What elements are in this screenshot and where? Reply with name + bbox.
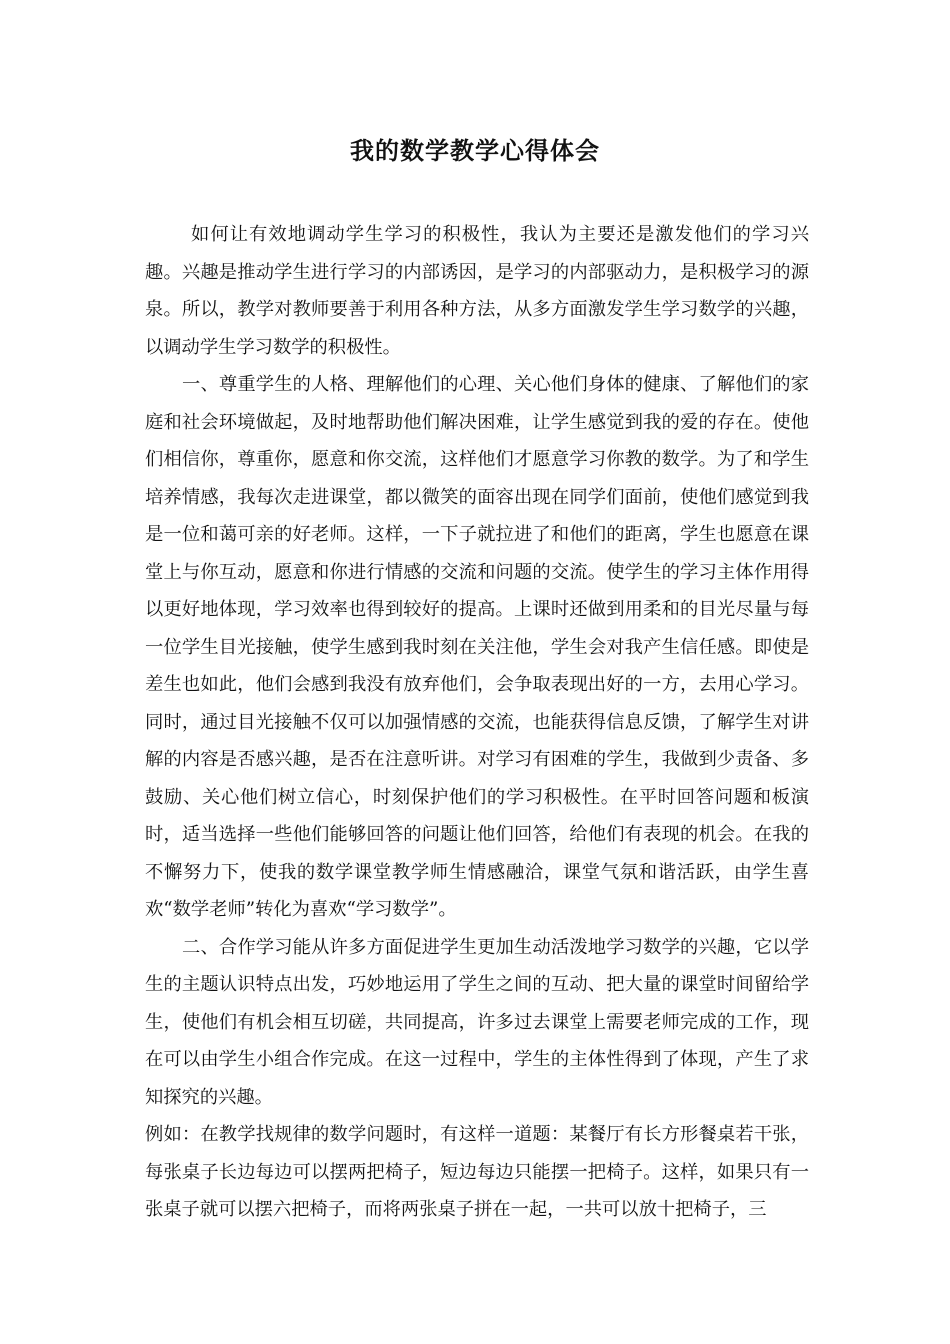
- paragraph-example: 例如：在教学找规律的数学问题时，有这样一道题：某餐厅有长方形餐桌若干张，每张桌子长边每边可以摆两把椅子，短边每边只能摆一把椅子。这样，如果只有一张桌子就可以摆六把椅子，而将两张桌子拼在一起，一共可以放十把椅子，三: [145, 1124, 809, 1220]
- paragraph-intro: 如何让有效地调动学生学习的积极性，我认为主要还是激发他们的学习兴趣。兴趣是推动学生进行学习的内部诱因，是学习的内部驱动力，是积极学习的源泉。所以，教学对教师要善于利用各种方法，从多方面激发学生学习数学的兴趣，以调动学生学习数学的积极性。: [145, 224, 809, 358]
- document-body: [145, 216, 809, 1229]
- paragraph-point-two: 二、合作学习能从许多方面促进学生更加生动活泼地学习数学的兴趣，它以学生的主题认识特点出发，巧妙地运用了学生之间的互动、把大量的课堂时间留给学生，使他们有机会相互切磋，共同提高，许多过去课堂上需要老师完成的工作，现在可以由学生小组合作完成。在这一过程中，学生的主体性得到了体现，产生了求知探究的兴趣。: [145, 936, 809, 1108]
- document-title: 我的数学教学心得体会: [350, 136, 600, 165]
- paragraph-point-one: 一、尊重学生的人格、理解他们的心理、关心他们身体的健康、了解他们的家庭和社会环境做起，及时地帮助他们解决困难，让学生感觉到我的爱的存在。使他们相信你，尊重你，愿意和你交流，这样他们才愿意学习你教的数学。为了和学生培养情感，我每次走进课堂，都以微笑的面容出现在同学们面前，使他们感觉到我是一位和蔼可亲的好老师。这样，一下子就拉进了和他们的距离，学生也愿意在课堂上与你互动，愿意和你进行情感的交流和问题的交流。使学生的学习主体作用得以更好地体现，学习效率也得到较好的提高。上课时还做到用柔和的目光尽量与每一位学生目光接触，使学生感到我时刻在关注他，学生会对我产生信任感。即使是差生也如此，他们会感到我没有放弃他们，会争取表现出好的一方，去用心学习。同时，通过目光接触不仅可以加强情感的交流，也能获得信息反馈，了解学生对讲解的内容是否感兴趣，是否在注意听讲。对学习有困难的学生，我做到少责备、多鼓励、关心他们树立信心，时刻保护他们的学习积极性。在平时回答问题和板演时，适当选择一些他们能够回答的问题让他们回答，给他们有表现的机会。在我的不懈努力下，使我的数学课堂教学师生情感融洽，课堂气氛和谐活跃，由学生喜欢“数学老师”转化为喜欢“学习数学”。: [145, 374, 809, 920]
